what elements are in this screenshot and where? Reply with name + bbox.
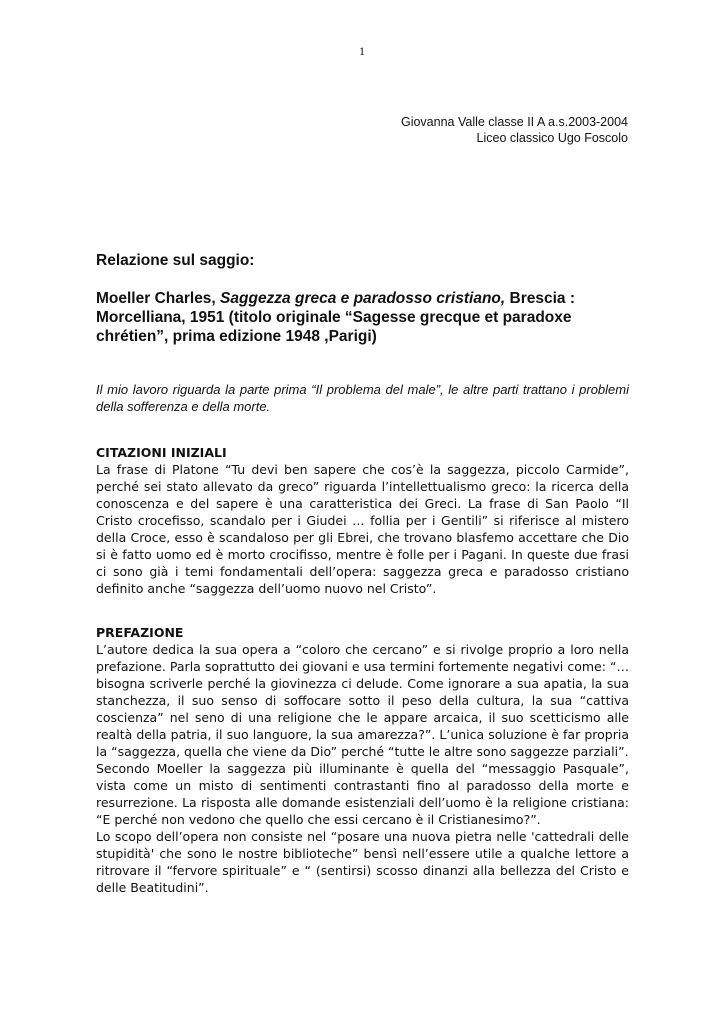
section-paragraph: Secondo Moeller la saggezza più illuminante è quella del “messaggio Pasquale”, vista come un misto di sentimenti contrastanti fino al paradosso della morte e resurrezione. La risposta alle domande esistenziali dell’uomo è la religione cristiana: “E perché non vedono che quello che essi cercano è il Cristianesimo?”. (96, 761, 629, 827)
book-details: Brescia : Morcelliana, 1951 (titolo originale “Sagesse grecque et paradoxe chrétien”, prima edizione 1948 ,Parigi) (96, 290, 575, 345)
section-prefazione (96, 624, 629, 896)
section-paragraph: L’autore dedica la sua opera a “coloro che cercano” e si rivolge proprio a loro nella prefazione. Parla soprattutto dei giovani e usa termini fortemente negativi come: “… bisogna scriverle perché la giovinezza ci delude. Come ignorare a sua apatia, la sua stanchezza, il suo senso di soffocare sotto il peso della cultura, la sua “cattiva coscienza” nel seno di una religione che le appare arcaica, il suo scetticismo alle realtà della patria, il suo languore, la sua amarezza?”. L’unica soluzione è far propria la “saggezza, quella che viene da Dio” perché “tutte le altre sono saggezze parziali”. (96, 642, 629, 759)
section-heading: PREFAZIONE (96, 625, 184, 640)
section-citazioni (96, 444, 629, 597)
section-paragraph: Lo scopo dell’opera non consiste nel “posare una nuova pietra nelle 'cattedrali delle stupidità' che sono le nostre biblioteche” bensì nell’essere utile a qualche lettore a ritrovare il “fervore spirituale” e “ (sentirsi) scosso dinanzi alla bellezza del Cristo e delle Beatitudini”. (96, 829, 629, 895)
report-title: Relazione sul saggio: (96, 252, 255, 269)
page-number: 1 (359, 44, 365, 58)
intro-paragraph: Il mio lavoro riguarda la parte prima “Il problema del male”, le altre parti trattano i problemi della sofferenza e della morte. (96, 382, 629, 414)
author-line: Giovanna Valle classe II A a.s.2003-2004 (400, 115, 628, 129)
book-reference (96, 289, 629, 346)
section-paragraph: La frase di Platone “Tu devi ben sapere che cos’è la saggezza, piccolo Carmide”, perché sei stato allevato da greco” riguarda l’intellettualismo greco: la ricerca della conoscenza e del sapere è una caratteristica dei Greci. La frase di San Paolo “Il Cristo crocefisso, scandalo per i Giudei … follia per i Gentili” si riferisce al mistero della Croce, esso è scandaloso per gli Ebrei, che trovano blasfemo accettare che Dio si è fatto uomo ed è morto crocifisso, mentre è folle per i Pagani. In queste due frasi ci sono già i temi fondamentali dell’opera: saggezza greca e paradosso cristiano definito anche “saggezza dell’uomo nuovo nel Cristo”. (96, 462, 629, 596)
book-author: Moeller Charles, (96, 290, 221, 307)
author-block (401, 114, 628, 146)
school-line: Liceo classico Ugo Foscolo (476, 131, 628, 145)
book-title: Saggezza greca e paradosso cristiano, (220, 290, 506, 307)
section-heading: CITAZIONI INIZIALI (96, 445, 227, 460)
